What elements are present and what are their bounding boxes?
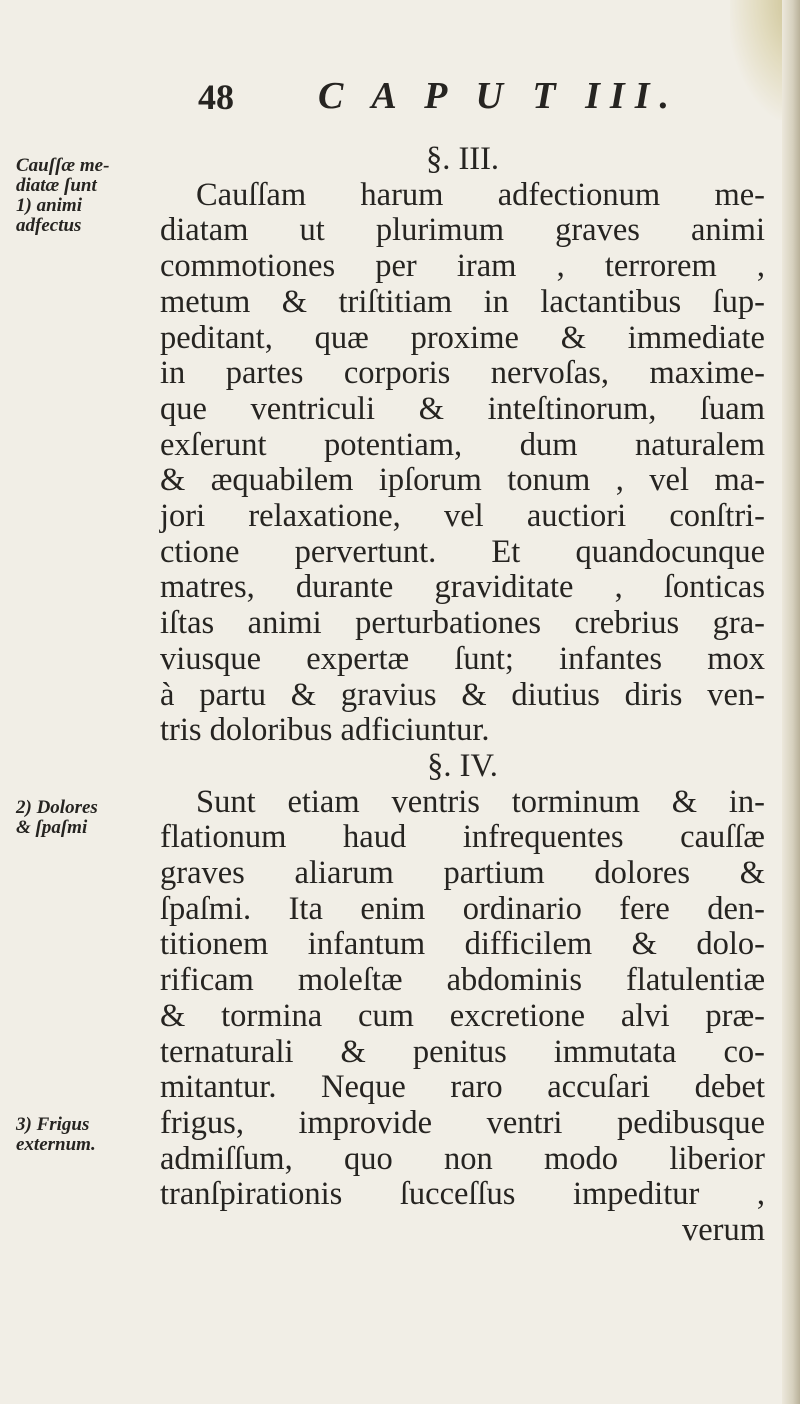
text-line: ſpaſmi. Ita enim ordinario fere den- (160, 890, 765, 927)
text-line: Cauſſam harum adfectionum me- (196, 176, 765, 213)
main-text (160, 142, 765, 1249)
page-number: 48 (198, 77, 234, 117)
section-heading: §. IV. (427, 747, 498, 784)
text-line: ternaturali & penitus immutata co- (160, 1033, 765, 1070)
section-heading: §. III. (425, 141, 500, 177)
text-line: Sunt etiam ventris torminum & in- (196, 783, 765, 820)
margin-note-line: 3) Frigus (16, 1114, 90, 1135)
text-line: admiſſum, quo non modo liberior (160, 1140, 765, 1177)
margin-note-line: 1) animi (16, 195, 82, 216)
text-line: & tormina cum excretione alvi præ- (160, 997, 765, 1034)
text-line: mitantur. Neque raro accuſari debet (160, 1069, 765, 1106)
text-line: peditant, quæ proxime & immediate (160, 319, 765, 356)
text-line: in partes corporis nervoſas, maxime- (160, 355, 765, 392)
text-line: diatam ut plurimum graves animi (160, 212, 765, 249)
page-header (0, 72, 800, 132)
margin-note-2 (16, 798, 134, 838)
margin-note-line: diatæ ſunt (16, 175, 97, 196)
text-line: metum & triſtitiam in lactantibus ſup- (160, 283, 765, 320)
text-line: graves aliarum partium dolores & (160, 855, 765, 892)
text-line: ctione pervertunt. Et quandocunque (160, 533, 765, 570)
margin-note-3 (16, 1115, 134, 1155)
catchword: verum (681, 1212, 765, 1249)
text-line: jori relaxatione, vel auctiori conſtri- (160, 498, 765, 535)
margin-note-line: & ſpaſmi (16, 817, 88, 838)
margin-note-1 (16, 156, 134, 236)
margin-note-line: 2) Dolores (16, 797, 98, 818)
text-line: commotiones per iram , terrorem , (160, 248, 765, 285)
text-line: à partu & gravius & diutius diris ven- (160, 676, 765, 713)
margin-note-line: Cauſſæ me- (16, 155, 110, 176)
text-line: titionem infantum difficilem & dolo- (160, 926, 765, 963)
running-head: C A P U T III. (318, 75, 680, 117)
text-line: que ventriculi & inteſtinorum, ſuam (160, 390, 765, 427)
text-line: rificam moleſtæ abdominis flatulentiæ (160, 962, 765, 999)
text-line: exſerunt potentiam, dum naturalem (160, 426, 765, 463)
text-line: tris doloribus adficiuntur. (160, 712, 490, 749)
margin-note-line: adfectus (16, 215, 82, 236)
page-edge (782, 0, 800, 1404)
text-line: tranſpirationis ſucceſſus impeditur , (160, 1176, 765, 1213)
margin-note-line: externum. (16, 1134, 96, 1155)
text-line: viusque expertæ ſunt; infantes mox (160, 640, 765, 677)
text-line: iſtas animi perturbationes crebrius gra- (160, 605, 765, 642)
text-line: flationum haud infrequentes cauſſæ (160, 819, 765, 856)
text-line: frigus, improvide ventri pedibusque (160, 1104, 765, 1141)
text-line: & æquabilem ipſorum tonum , vel ma- (160, 462, 765, 499)
text-line: matres, durante graviditate , ſonticas (160, 569, 765, 606)
